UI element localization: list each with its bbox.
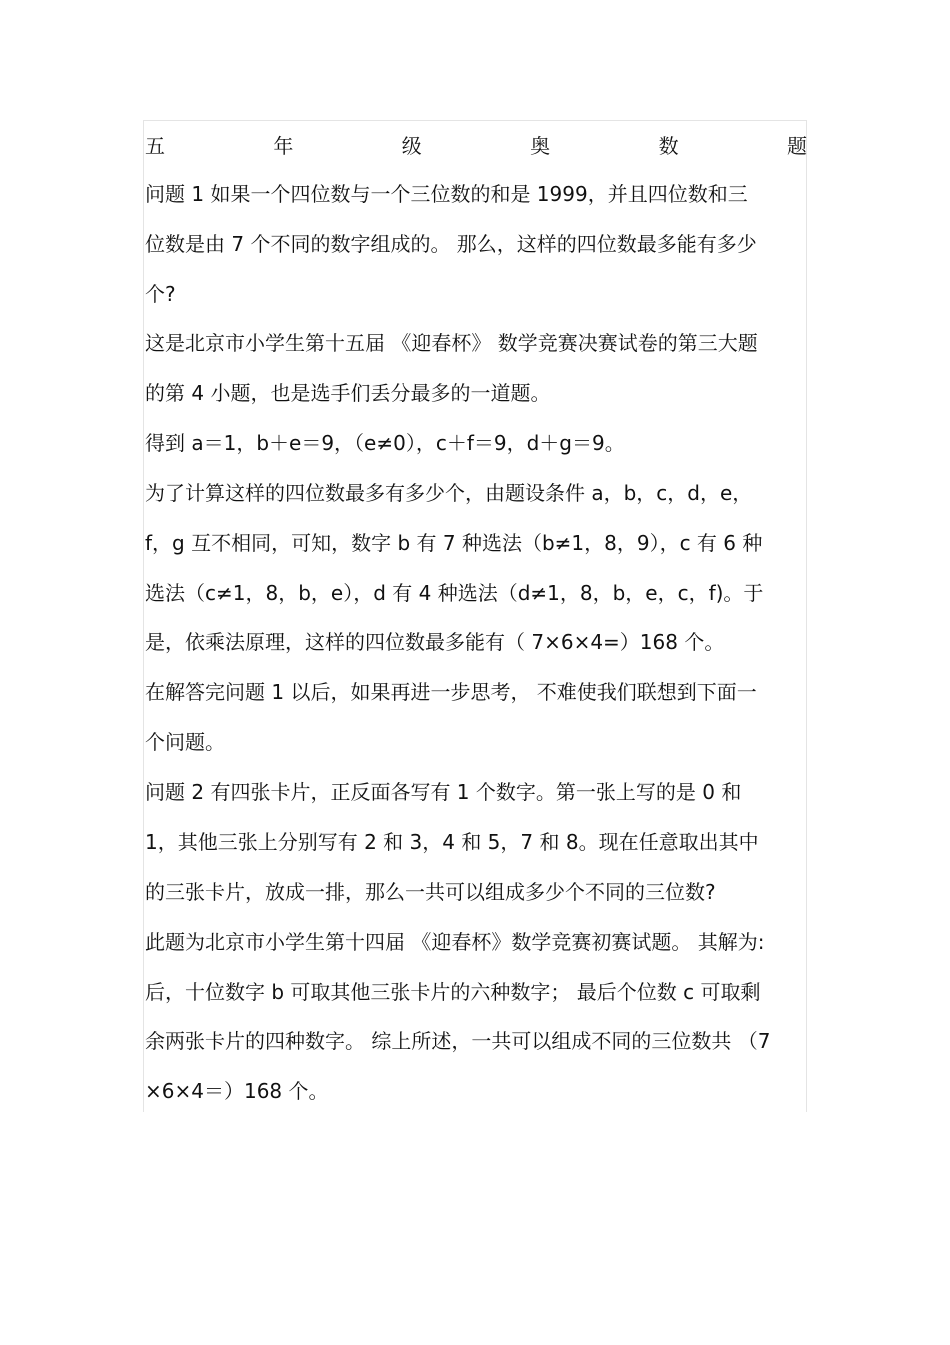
title-char: 数: [658, 133, 679, 158]
source-note-line-2: 的第 4 小题，也是选手们丢分最多的一道题。: [145, 381, 551, 405]
problem2-solution-line-4: ×6×4＝）168 个。: [145, 1079, 329, 1103]
solution-line-1: 为了计算这样的四位数最多有多少个，由题设条件 a，b，c，d，e，: [145, 481, 753, 505]
problem2-line-2: 1，其他三张上分别写有 2 和 3，4 和 5，7 和 8。现在任意取出其中: [145, 830, 759, 854]
title-char: 年: [273, 133, 294, 158]
title-char: 五: [145, 133, 165, 158]
problem2-solution-line-2: 后，十位数字 b 可取其他三张卡片的六种数字； 最后个位数 c 可取剩: [145, 980, 761, 1004]
problem2-line-3: 的三张卡片，放成一排，那么一共可以组成多少个不同的三位数?: [145, 880, 716, 904]
title-char: 题: [786, 133, 807, 158]
title-char: 级: [401, 133, 422, 158]
problem1-line-1: 问题 1 如果一个四位数与一个三位数的和是 1999，并且四位数和三: [145, 182, 748, 206]
solution-line-4: 是，依乘法原理，这样的四位数最多能有（ 7×6×4=）168 个。: [145, 630, 725, 654]
transition-line-1: 在解答完问题 1 以后，如果再进一步思考， 不难使我们联想到下面一: [145, 680, 757, 704]
document-title: [145, 128, 807, 160]
transition-line-2: 个问题。: [145, 730, 225, 754]
page-frame-right-border: [806, 120, 807, 1112]
problem2-line-1: 问题 2 有四张卡片，正反面各写有 1 个数字。第一张上写的是 0 和: [145, 780, 742, 804]
problem1-line-3: 个?: [145, 282, 176, 306]
problem2-solution-line-1: 此题为北京市小学生第十四届 《迎春杯》数学竞赛初赛试题。 其解为:: [145, 930, 765, 954]
page-frame-left-border: [143, 120, 144, 1112]
title-char: 奥: [530, 133, 551, 158]
page-frame-top-border: [143, 120, 807, 121]
source-note-line-1: 这是北京市小学生第十五届 《迎春杯》 数学竞赛决赛试卷的第三大题: [145, 331, 758, 355]
equations-line: 得到 a＝1，b＋e＝9，（e≠0），c＋f＝9，d＋g＝9。: [145, 431, 625, 455]
solution-line-3: 选法（c≠1，8，b，e），d 有 4 种选法（d≠1，8，b，e，c，f)。于: [145, 581, 764, 605]
problem2-solution-line-3: 余两张卡片的四种数字。 综上所述，一共可以组成不同的三位数共 （7: [145, 1029, 771, 1053]
problem1-line-2: 位数是由 7 个不同的数字组成的。 那么，这样的四位数最多能有多少: [145, 232, 757, 256]
solution-line-2: f，g 互不相同，可知，数字 b 有 7 种选法（b≠1，8，9），c 有 6 种: [145, 531, 763, 555]
